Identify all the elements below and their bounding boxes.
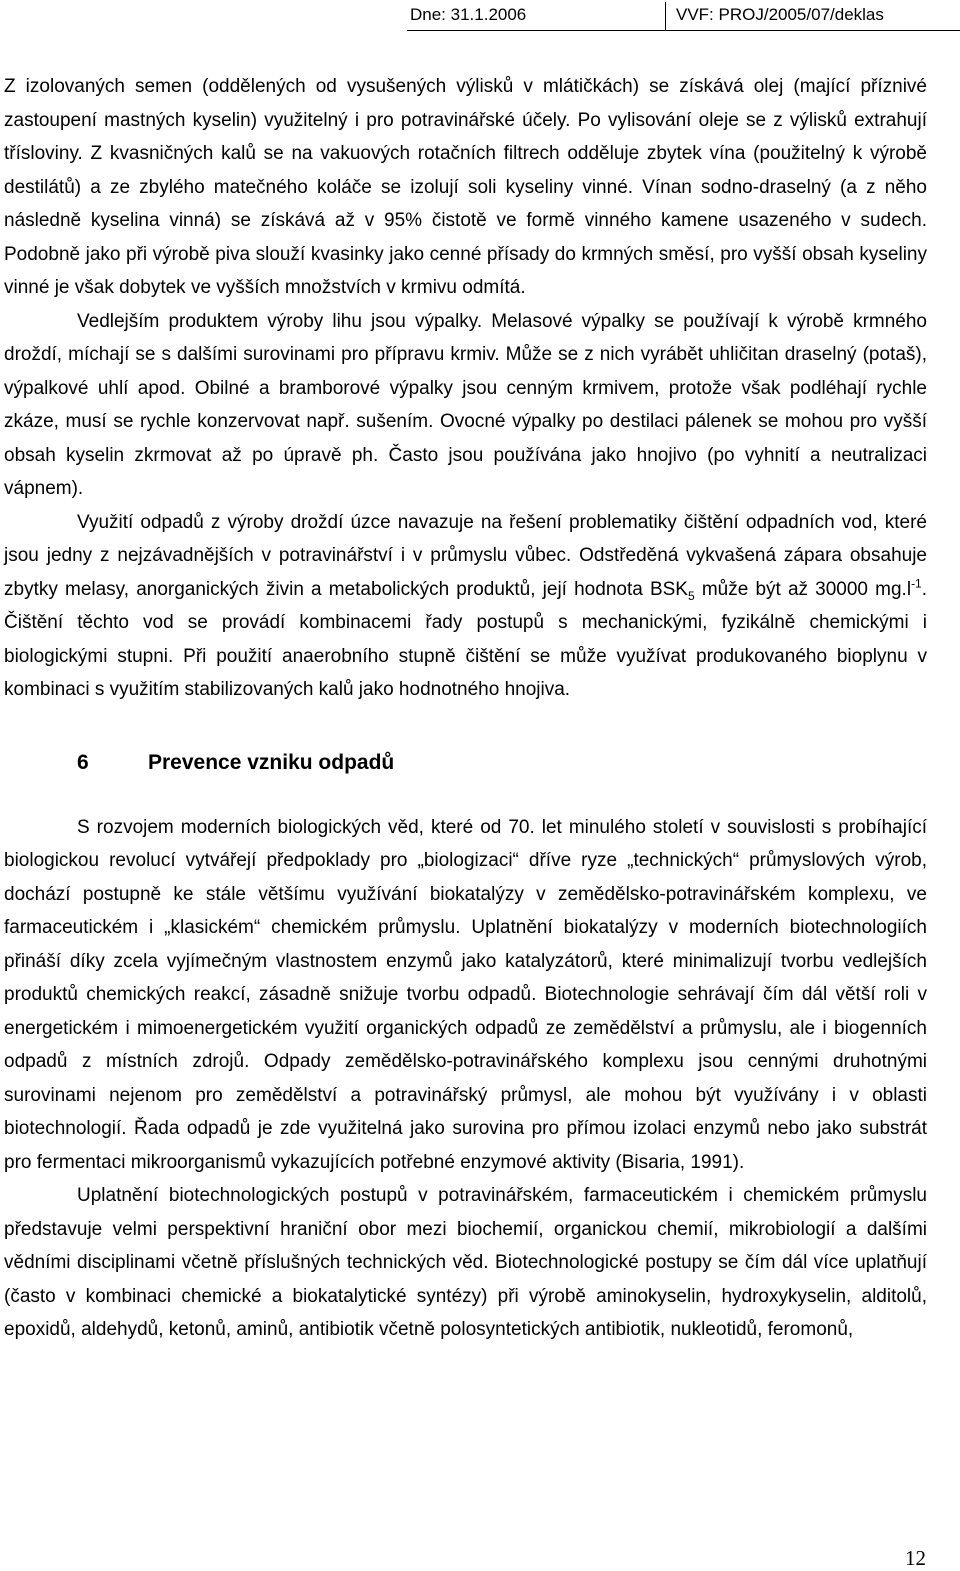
page-header: [407, 2, 960, 31]
paragraph-yeast-wastewater: [4, 506, 927, 707]
unit-superscript: -1: [911, 576, 922, 591]
section-heading: [4, 747, 927, 779]
paragraph-text: Využití odpadů z výroby droždí úzce navazuje na řešení problematiky čištění odpadních vod, které jsou jedny z nejzávadnějších v potravinářství i v průmyslu vůbec. Odstředěná vykvašená zápara obsahuje zbytky melasy, anorganických živin a metabolických produktů, její hodnota BSK: [4, 511, 927, 600]
page-number: 12: [905, 1546, 926, 1570]
paragraph-byproducts-wine: [4, 70, 927, 305]
document-body: [4, 70, 927, 1347]
bsk-subscript: 5: [687, 588, 695, 603]
paragraph-distillery-residues: Vedlejším produktem výroby lihu jsou výpalky. Melasové výpalky se používají k výrobě krmného droždí, míchají se s dalšími surovinami pro přípravu krmiv. Může se z nich vyrábět uhličitan draselný (potaš), výpalkové uhlí apod. Obilné a bramborové výpalky jsou cenným krmivem, protože však podléhají rychle zkáze, musí se rychle konzervovat např. sušením. Ovocné výpalky po destilaci pálenek se mohou pro vyšší obsah kyselin zkrmovat až po úpravě ph. Často jsou používána jako hnojivo (po vyhnití a neutralizaci vápnem).: [4, 310, 927, 499]
paragraph-text: . Čištění těchto vod se provádí kombinacemi řady postupů s mechanickými, fyzikálně chemickými i biologickými stupni. Při použití anaerobního stupně čištění se může využívat produkovaného bioplynu v kombinaci s využitím stabilizovaných kalů jako hodnotného hnojiva.: [4, 578, 928, 700]
paragraph-text: Z izolovaných semen (oddělených od vysušených výlisků v mlátičkách) se získává olej (mající příznivé zastoupení mastných kyselin) využitelný i pro potravinářské účely. Po vylisování oleje se z výlisků extrahují třísloviny. Z kvasničných kalů se na vakuových rotačních filtrech odděluje zbytek vína (použitelný k výrobě destilátů) a ze zbylého matečného koláče se izolují soli kyseliny vinné. Vínan sodno-draselný (a z něho následně kyselina vinná) se získává až v 95% čistotě ve formě vinného kamene usazeného v sudech. Podobně jako při výrobě piva slouží kvasinky jako cenné přísady do krmných směsí, pro vyšší obsah kyseliny vinné je však dobytek ve vyšších množstvích v krmivu odmítá.: [4, 76, 927, 298]
section-title: Prevence vzniku odpadů: [148, 750, 395, 774]
paragraph-text: může být až 30000 mg.l: [694, 578, 912, 600]
section-number: 6: [77, 750, 89, 774]
header-reference: VVF: PROJ/2005/07/deklas: [665, 2, 960, 30]
paragraph-biotech-applications: Uplatnění biotechnologických postupů v potravinářském, farmaceutickém i chemickém průmyslu představuje velmi perspektivní hraniční obor mezi biochemií, organickou chemií, mikrobiologií a dalšími vědními disciplinami včetně příslušných technických věd. Biotechnologické postupy se čím dál více uplatňují (často v kombinaci chemické a biokatalytické syntézy) při výrobě aminokyselin, hydroxykyselin, alditolů, epoxidů, aldehydů, ketonů, aminů, antibiotik včetně polosyntetických antibiotik, nukleotidů, feromonů,: [4, 1185, 927, 1340]
header-date: Dne: 31.1.2006: [410, 5, 527, 24]
paragraph-biotechnology: S rozvojem moderních biologických věd, které od 70. let minulého století v souvislosti s probíhající biologickou revolucí vytvářejí předpoklady pro „biologizaci“ dříve ryze „technických“ průmyslových výrob, dochází postupně ke stále většímu využívání biokatalýzy v zemědělsko-potravinářském komplexu, ve farmaceutickém i „klasickém“ chemickém průmyslu. Uplatnění biokatalýzy v moderních biotechnologiích přináší díky zcela vyjímečným vlastnostem enzymů jako katalyzátorů, které minimalizují tvorbu vedlejších produktů chemických reakcí, zásadně snižuje tvorbu odpadů. Biotechnologie sehrávají čím dál větší roli v energetickém i mimoenergetickém využití organických odpadů ze zemědělství a průmyslu, ale i biogenních odpadů z místních zdrojů. Odpady zemědělsko-potravinářského komplexu jsou cennými druhotnými surovinami nejenom pro zemědělství a potravinářský průmysl, ale mohou být využívány i v oblasti biotechnologií. Řada odpadů je zde využitelná jako surovina pro přímou izolaci enzymů nebo jako substrát pro fermentaci mikroorganismů vykazujících potřebné enzymové aktivity (Bisaria, 1991).: [4, 816, 927, 1173]
